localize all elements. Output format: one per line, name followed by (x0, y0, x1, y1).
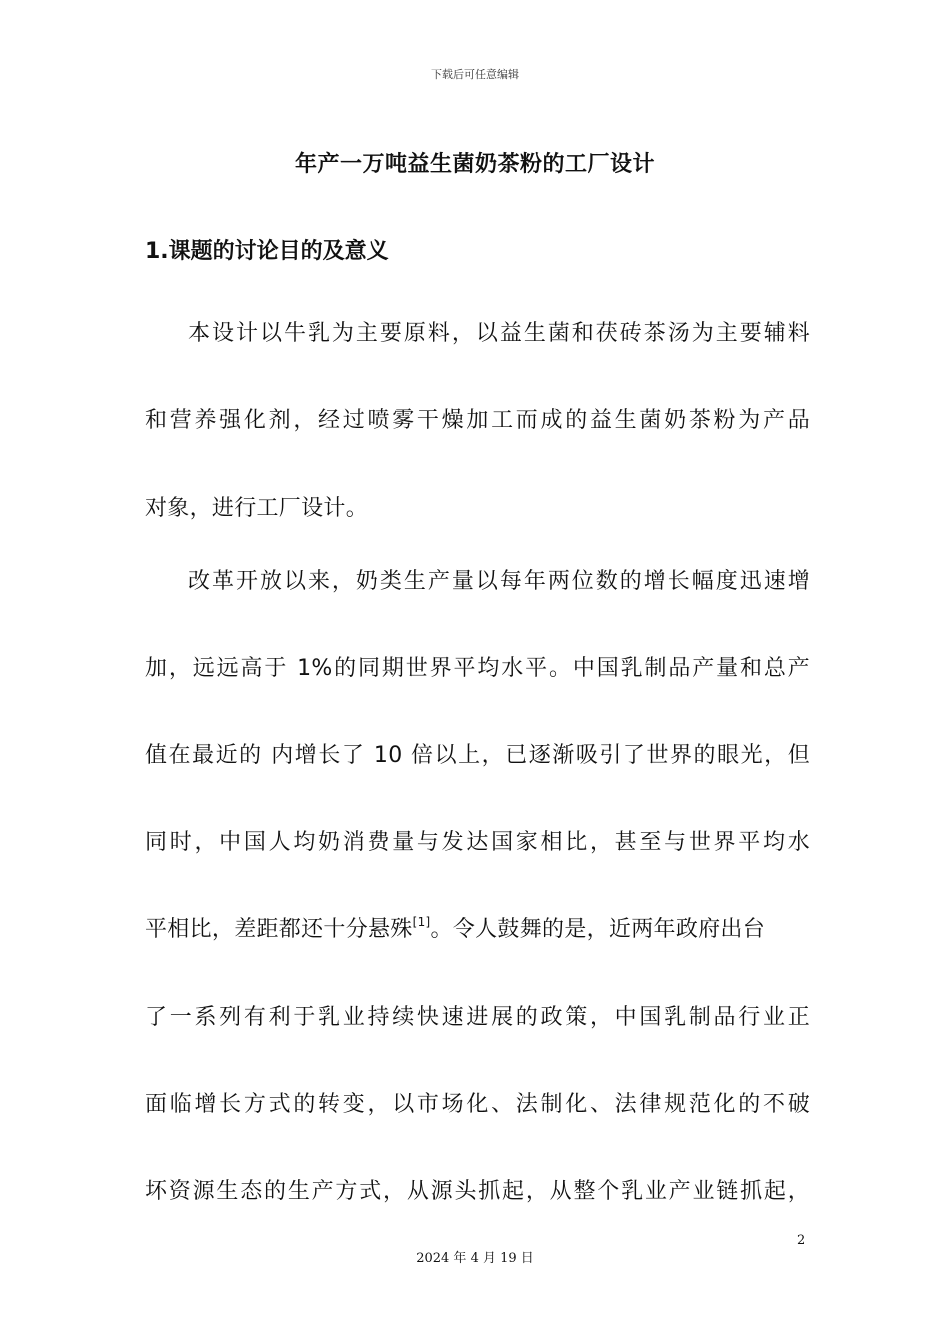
paragraph-line: 加，远远高于 1%的同期世界平均水平。中国乳制品产量和总产 (145, 656, 810, 681)
document-title: 年产一万吨益生菌奶茶粉的工厂设计 (294, 152, 655, 177)
section-heading: 1.课题的讨论目的及意义 (145, 239, 389, 264)
paragraph-line: 和营养强化剂，经过喷雾干燥加工而成的益生菌奶茶粉为产品 (145, 408, 810, 433)
paragraph-line: 改革开放以来，奶类生产量以每年两位数的增长幅度迅速增 (188, 569, 810, 594)
paragraph-line: 坏资源生态的生产方式，从源头抓起，从整个乳业产业链抓起， (145, 1179, 810, 1204)
paragraph-line: 对象，进行工厂设计。 (145, 496, 369, 521)
paragraph-line: 同时，中国人均奶消费量与发达国家相比，甚至与世界平均水 (145, 830, 810, 855)
paragraph-text: 平相比，差距都还十分悬殊 (145, 917, 413, 942)
header-note: 下载后可任意编辑 (431, 68, 519, 81)
paragraph-line: 本设计以牛乳为主要原料，以益生菌和茯砖茶汤为主要辅料 (188, 321, 810, 346)
paragraph-line: 了一系列有利于乳业持续快速进展的政策，中国乳制品行业正 (145, 1005, 810, 1030)
paragraph-line-with-citation (145, 915, 810, 945)
paragraph-line: 面临增长方式的转变，以市场化、法制化、法律规范化的不破 (145, 1092, 810, 1117)
page-number: 2 (797, 1233, 806, 1248)
paragraph-text: 。令人鼓舞的是，近两年政府出台 (430, 917, 766, 942)
footer-date: 2024 年 4 月 19 日 (416, 1251, 534, 1266)
citation-reference[interactable]: [1] (412, 915, 431, 929)
paragraph-line: 值在最近的 内增长了 10 倍以上，已逐渐吸引了世界的眼光，但 (145, 743, 810, 768)
